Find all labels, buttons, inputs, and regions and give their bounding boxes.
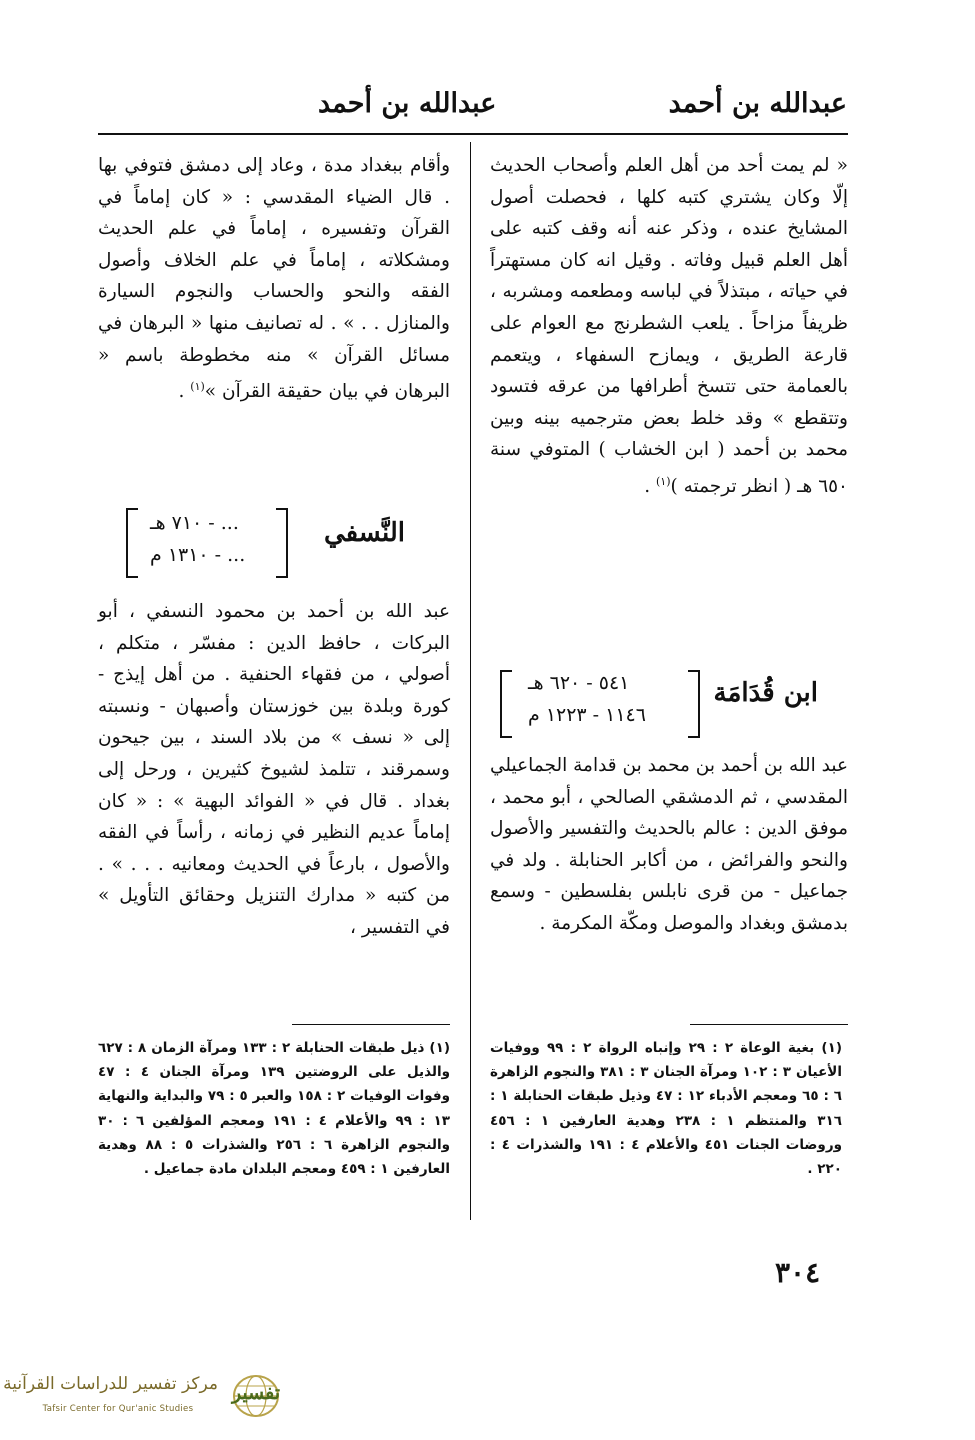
right-column-entry	[490, 750, 848, 940]
gregorian-dates: ١١٤٦ - ١٢٢٣ م	[528, 704, 646, 726]
hijri-dates: ... - ٧١٠ هـ	[150, 512, 239, 534]
right-intro-text: « لم يمت أحد من أهل العلم وأصحاب الحديث إلّا وكان يشتري كتبه كلها ، فحصلت أصول المشايخ عنده ، وذكر عنه أنه وقف كتبه على أهل العلم قبيل وفاته . وقيل انه كان مستهتراً في حياته ، مبتذلاً في لباسه ومطعمه ومشربه ، ظريفاً مزاحاً . يلعب الشطرنج مع العوام على قارعة الطريق ، ويمازح السفهاء ، ويتعمم بالعمامة حتى تتسخ أطرافها من عرقه فتسود وتتقطع » وقد خلط بعض مترجميه بينه وبين محمد بن أحمد ( ابن الخشاب ) المتوفي سنة ٦٥٠ هـ ( انظر ترجمته )	[490, 155, 848, 498]
left-intro-end: .	[178, 381, 191, 403]
logo-english-text: Tafsir Center for Qur'anic Studies	[42, 1404, 194, 1414]
entry-name-nasafi: النَّسفي	[323, 518, 405, 548]
running-header-right: عبدالله بن أحمد	[668, 88, 847, 119]
right-intro-end: .	[644, 476, 656, 498]
entry-name-ibn-qudama: ابن قُدَامَة	[713, 678, 818, 708]
logo-arabic-text: مركز تفسير للدراسات القرآنية	[3, 1374, 218, 1394]
right-footnote-text: (١) بغية الوعاة ٢ : ٢٩ وإنباه الرواة ٢ : ٩٩ ووفيات الأعيان ٣ : ١٠٢ ومرآة الجنان ٣ : ٣٨١ والنجوم الزاهرة ٦ : ٦٥ ومعجم الأدباء ١٢ : ٤٧ وذيل طبقات الحنابلة ١ : ٣١٦ والمنتظم ١ : ٢٣٨ وهدية العارفين ١ : ٤٥٦ وروضات الجنات ٤٥١ والأعلام ٤ : ١٩١ والشذرات ٤ : ٢٢٠ .	[490, 1040, 842, 1178]
tafsir-center-logo	[3, 1372, 290, 1424]
page-number: ٣٠٤	[775, 1256, 821, 1289]
left-column-intro	[98, 150, 450, 408]
hijri-dates: ٥٤١ - ٦٢٠ هـ	[528, 672, 630, 694]
left-footnote-rule	[292, 1024, 450, 1025]
left-footnote	[98, 1036, 450, 1181]
right-column-intro	[490, 150, 848, 503]
left-intro-text: وأقام ببغداد مدة ، وعاد إلى دمشق فتوفي بها . قال الضياء المقدسي : « كان إماماً في القرآن وتفسيره ، إماماً في علم الحديث ومشكلاته ، إماماً في علم الخلاف وأصول الفقه والنحو والحساب والنجوم السيارة والمنازل . . » . له تصانيف منها « البرهان في مسائل القرآن » منه مخطوطة باسم « البرهان في بيان حقيقة القرآن »	[98, 155, 450, 403]
right-entry-paragraph: عبد الله بن أحمد بن محمد بن قدامة الجماعيلي المقدسي ، ثم الدمشقي الصالحي ، أبو محمد ، موفق الدين : عالم بالحديث والتفسير والأصول والنحو والفرائض ، من أكابر الحنابلة . ولد في جماعيل - من قرى نابلس بفلسطين - وسمع بدمشق وبغداد والموصل ومكّة المكرمة .	[490, 755, 848, 934]
left-footnote-text: (١) ذيل طبقات الحنابلة ٢ : ١٣٣ ومرآة الزمان ٨ : ٦٢٧ والذيل على الروضتين ١٣٩ ومرآة الجنان ٤ : ٤٧ وفوات الوفيات ٢ : ١٥٨ والعبر ٥ : ٧٩ والبداية والنهاية ١٣ : ٩٩ والأعلام ٤ : ١٩١ ومعجم المؤلفين ٦ : ٣٠ والنجوم الزاهرة ٦ : ٢٥٦ والشذرات ٥ : ٨٨ وهدية العارفين ١ : ٤٥٩ ومعجم البلدان مادة جماعيل .	[98, 1040, 450, 1178]
running-header-left: عبدالله بن أحمد	[318, 88, 497, 119]
left-intro-footnote-ref: (١)	[190, 380, 205, 394]
column-divider	[470, 142, 471, 1220]
left-column-entry	[98, 596, 450, 944]
left-entry-paragraph: عبد الله بن أحمد بن محمود النسفي ، أبو البركات ، حافظ الدين : مفسّر ، متكلم ، أصولي ، من فقهاء الحنفية . من أهل إيذج - كورة وبلدة بين خوزستان وأصبهان - ونسبته إلى « نسف » من بلاد السند ، بين جيحون وسمرقند ، تتلمذ لشيوخ كثيرين ، ورحل إلى بغداد . قال في « الفوائد البهية » : « كان إماماً عديم النظير في زمانه ، رأساً في الفقه والأصول ، بارعاً في الحديث ومعانيه . . . » . من كتبه « مدارك التنزيل وحقائق التأويل » في التفسير ،	[98, 601, 450, 938]
right-intro-footnote-ref: (١)	[655, 474, 671, 488]
gregorian-dates: ... - ١٣١٠ م	[150, 544, 246, 566]
logo-mark-text: تفسير	[231, 1382, 281, 1404]
header-rule	[98, 133, 848, 135]
right-entry-heading	[490, 668, 848, 744]
right-footnote-rule	[690, 1024, 848, 1025]
left-entry-heading	[98, 504, 450, 584]
left-intro-paragraph	[98, 150, 450, 408]
right-footnote	[490, 1036, 842, 1181]
right-intro-paragraph	[490, 150, 848, 503]
